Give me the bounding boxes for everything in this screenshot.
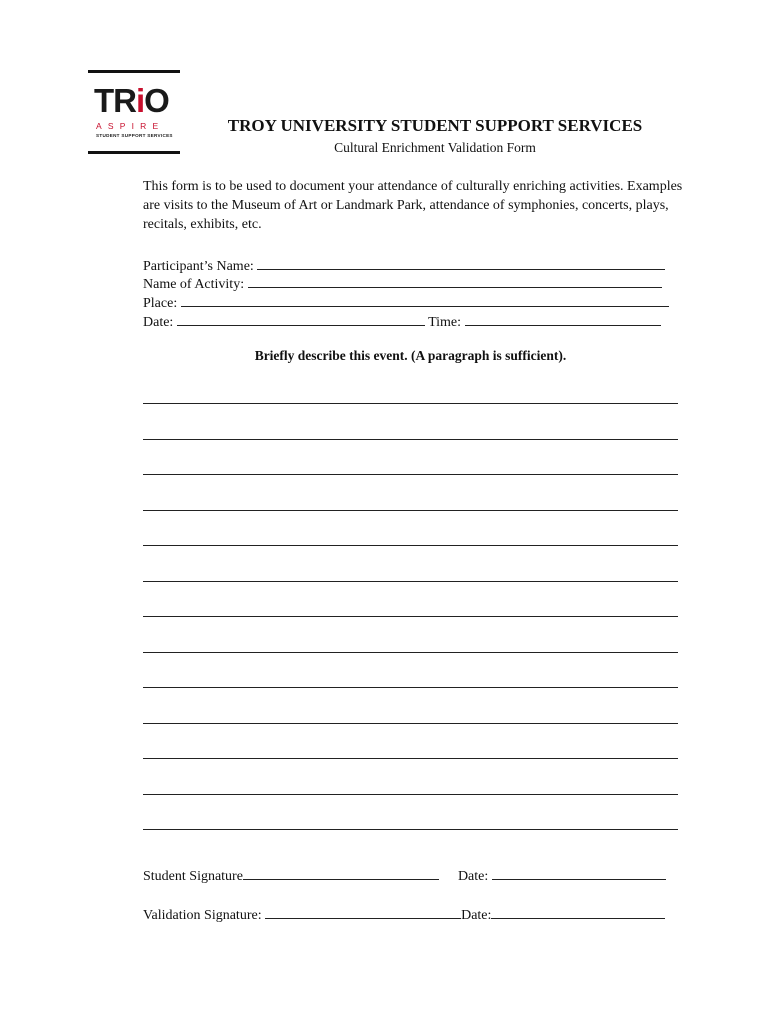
activity-name-field[interactable]	[248, 273, 662, 288]
form-subtitle: Cultural Enrichment Validation Form	[334, 140, 536, 155]
logo-wordmark-accent: i	[136, 82, 145, 119]
validation-signature-row	[143, 904, 665, 925]
activity-name-row	[143, 273, 662, 294]
page-title: TROY UNIVERSITY STUDENT SUPPORT SERVICES	[227, 116, 643, 135]
description-line[interactable]	[143, 545, 678, 546]
trio-logo	[88, 70, 180, 154]
place-field[interactable]	[181, 292, 669, 307]
participant-name-field[interactable]	[257, 255, 665, 270]
validation-date-field[interactable]	[491, 904, 665, 919]
student-signature-label: Student Signature	[143, 869, 243, 884]
logo-bottom-rule	[88, 151, 180, 154]
student-date-field[interactable]	[492, 865, 666, 880]
description-line[interactable]	[143, 616, 678, 617]
intro-paragraph: This form is to be used to document your attendance of culturally enriching activities. Examples are visits to the Museum of Art or Landmark Park, attendance of symphonies, concerts, plays, recitals, exhibits, etc.	[143, 179, 683, 232]
time-field[interactable]	[465, 311, 661, 326]
description-line[interactable]	[143, 829, 678, 830]
description-line[interactable]	[143, 439, 678, 440]
description-line[interactable]	[143, 510, 678, 511]
description-line[interactable]	[143, 474, 678, 475]
student-signature-field[interactable]	[243, 865, 439, 880]
time-label: Time:	[428, 315, 462, 330]
logo-wordmark-prefix: TR	[94, 82, 136, 119]
logo-wordmark-suffix: O	[144, 82, 169, 119]
description-line[interactable]	[143, 758, 678, 759]
student-date-label: Date:	[457, 869, 489, 884]
place-label: Place:	[143, 296, 178, 311]
logo-subline: STUDENT SUPPORT SERVICES	[96, 133, 173, 138]
activity-name-label: Name of Activity:	[143, 277, 245, 292]
logo-top-rule	[88, 70, 180, 73]
validation-date-label: Date:	[461, 908, 492, 923]
participant-name-label: Participant’s Name:	[143, 259, 254, 274]
description-line[interactable]	[143, 652, 678, 653]
place-row	[143, 292, 669, 313]
date-time-row	[143, 311, 661, 332]
date-field[interactable]	[177, 311, 425, 326]
description-line[interactable]	[143, 794, 678, 795]
description-line[interactable]	[143, 723, 678, 724]
logo-tagline: ASPIRE	[96, 121, 165, 131]
description-line[interactable]	[143, 581, 678, 582]
description-line[interactable]	[143, 403, 678, 404]
validation-signature-label: Validation Signature:	[143, 908, 262, 923]
date-label: Date:	[143, 315, 174, 330]
student-signature-row	[143, 865, 666, 886]
logo-wordmark	[94, 84, 169, 117]
description-prompt: Briefly describe this event. (A paragraph is sufficient).	[254, 348, 567, 363]
validation-signature-field[interactable]	[265, 904, 461, 919]
description-line[interactable]	[143, 687, 678, 688]
